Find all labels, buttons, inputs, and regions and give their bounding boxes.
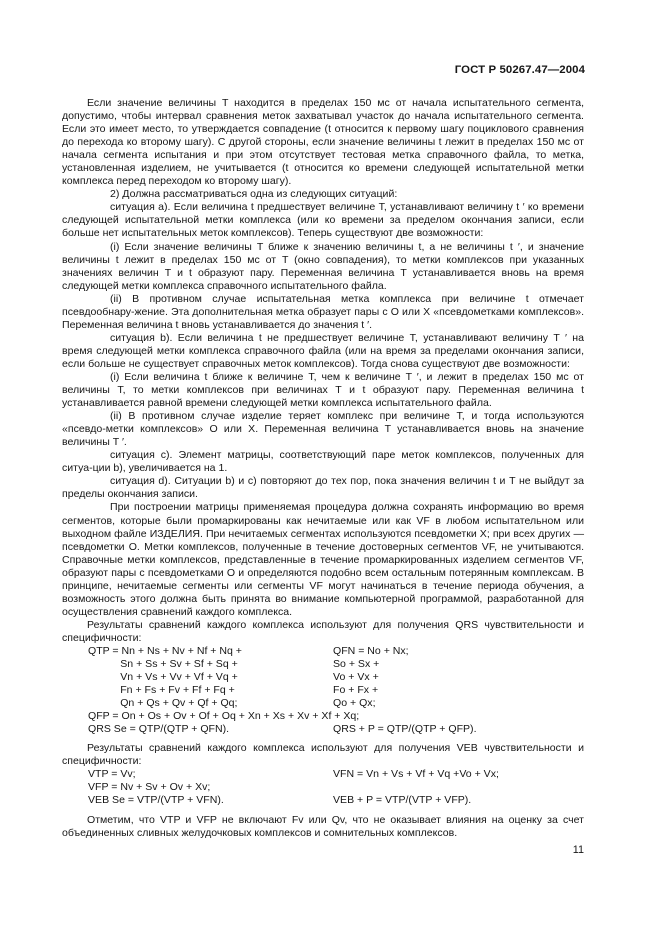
- paragraph: ситуация d). Ситуации b) и с) повторяют до тех пор, пока значения величин t и T не выйдут за пределы окончания записи.: [62, 475, 584, 501]
- equation-left: VTP = Vv;: [88, 768, 136, 781]
- paragraph: Результаты сравнений каждого комплекса используют для получения VEB чувствительности и специфичности:: [62, 742, 584, 768]
- equation-row: [62, 768, 584, 781]
- paragraph: Если значение величины T находится в пределах 150 мс от начала испытательного сегмента, допустимо, чтобы интервал сравнения меток захватывал участок до начала испытательного сегмента. Если это имеет место, то утверждается совпадение (t относится к первому шагу поциклового сравнения до перехода ко второму шагу). С другой стороны, если значение величины t лежит в пределах 150 мс от начала сегмента испытания и при этом отсутствует тестовая метка справочного файла, то метка, установленная изделием, не учитывается (t относится ко времени следующей испытательной метки комплекса перед переходом ко второму шагу).: [62, 97, 584, 188]
- paragraph: (ii) В противном случае испытательная метка комплекса при величине t отмечает псевдообнару-жение. Эта дополнительная метка образует пары с О или Х «псевдометками комплексов». Переменная величина t вновь устанавливается до значения t ′.: [62, 292, 584, 331]
- paragraph: При построении матрицы применяемая процедура должна сохранять информацию во время сегментов, которые были промаркированы как нечитаемые или как VF в любом испытательном или выходном файле ИЗДЕЛИЯ. При нечитаемых сегментах используются псевдометки Х; при всех других — псевдометки О. Метки комплексов, полученные в течение достоверных сегментов VF, не учитываются. Справочные метки комплексов, представленные в течение промаркированных изделием сегментов VF, образуют пары с псевдометками О и определяются подобно всем остальным потерянным комплексам. В принципе, нечитаемые сегменты или сегменты VF могут начинаться в течение периода обучения, а возможность этого должна быть принята во внимание компьютерной программой, разработанной для осуществления сравнений каждого комплекса.: [62, 501, 584, 618]
- equation-left: QFP = On + Os + Ov + Of + Oq + Xn + Xs + Xv + Xf + Xq;: [88, 710, 360, 723]
- equation-left: Fn + Fs + Fv + Ff + Fq +: [88, 684, 235, 697]
- equation-row: [62, 658, 584, 671]
- qrs-equations: [62, 645, 584, 736]
- equation-right: Vo + Vx +: [333, 671, 379, 684]
- equation-right: VEB + P = VTP/(VTP + VFP).: [333, 794, 472, 807]
- equation-row: [62, 781, 584, 794]
- equation-left: Qn + Qs + Qv + Qf + Qq;: [88, 697, 238, 710]
- equation-right: Qo + Qx;: [333, 697, 376, 710]
- equation-row: [62, 671, 584, 684]
- equation-right: VFN = Vn + Vs + Vf + Vq +Vo + Vx;: [333, 768, 499, 781]
- paragraph: Отметим, что VTP и VFP не включают Fv или Qv, что не оказывает влияния на оценку за счет объединенных сливных желудочковых комплексов и сомнительных комплексов.: [62, 813, 584, 839]
- paragraph: ситуация с). Элемент матрицы, соответствующий паре меток комплексов, полученных для ситуа-ции b), увеличивается на 1.: [62, 449, 584, 475]
- equation-row: [62, 645, 584, 658]
- equation-row: [62, 710, 584, 723]
- body-text: [62, 97, 584, 840]
- veb-equations: [62, 768, 584, 807]
- paragraph: (i) Если значение величины T ближе к значению величины t, а не величины t ′, и значение величины t лежит в пределах 150 мс от T (окно совпадения), то метки комплексов при указанных значениях величин T и t образуют пару. Переменная величина T устанавливается вновь на время следующей метки комплекса справочного испытательного файла.: [62, 240, 584, 292]
- equation-row: [62, 684, 584, 697]
- paragraph: (ii) В противном случае изделие теряет комплекс при величине T, и тогда используются «псевдо-метки комплексов» О или Х. Переменная величина T устанавливается вновь на значение величины T ′.: [62, 410, 584, 449]
- paragraph: (i) Если величина t ближе к величине T, чем к величине T ′, и лежит в пределах 150 мс от величины T, то метки комплексов при величинах T и t образуют пару. Переменная величина t устанавливается равной времени следующей метки комплекса испытательного файла.: [62, 370, 584, 410]
- equation-left: VEB Se = VTP/(VTP + VFN).: [88, 794, 224, 807]
- equation-left: QTP = Nn + Ns + Nv + Nf + Nq +: [88, 644, 242, 657]
- equation-left: Sn + Ss + Sv + Sf + Sq +: [88, 658, 238, 671]
- page-number: 11: [572, 844, 584, 856]
- equation-left: VFP = Nv + Sv + Ov + Xv;: [88, 781, 211, 794]
- equation-right: QRS + P = QTP/(QTP + QFP).: [333, 723, 477, 736]
- paragraph: ситуация b). Если величина t не предшествует величине T, устанавливают величину T ′ на время следующей метки комплекса справочного файла (или на время за пределами окончания записи, если больше не существует справочных меток комплексов). Тогда снова существуют две возможности:: [62, 331, 584, 370]
- paragraph: 2) Должна рассматриваться одна из следующих ситуаций:: [110, 188, 398, 201]
- equation-right: Fo + Fx +: [333, 684, 379, 697]
- equation-right: QFN = No + Nx;: [333, 644, 409, 657]
- equation-row: [62, 723, 584, 736]
- equation-left: Vn + Vs + Vv + Vf + Vq +: [88, 671, 238, 684]
- equation-left: QRS Se = QTP/(QTP + QFN).: [88, 723, 230, 736]
- equation-right: So + Sx +: [333, 658, 380, 671]
- document-code: ГОСТ Р 50267.47—2004: [454, 64, 585, 76]
- equation-row: [62, 794, 584, 807]
- paragraph: Результаты сравнений каждого комплекса используют для получения QRS чувствительности и специфичности:: [62, 618, 584, 644]
- equation-row: [62, 697, 584, 710]
- paragraph: ситуация а). Если величина t предшествует величине T, устанавливают величину t ′ ко времени следующей испытательной метки комплекса (или ко времени за пределом окончания записи, если больше нет испытательных меток комплексов). Теперь существуют две возможности:: [62, 201, 584, 240]
